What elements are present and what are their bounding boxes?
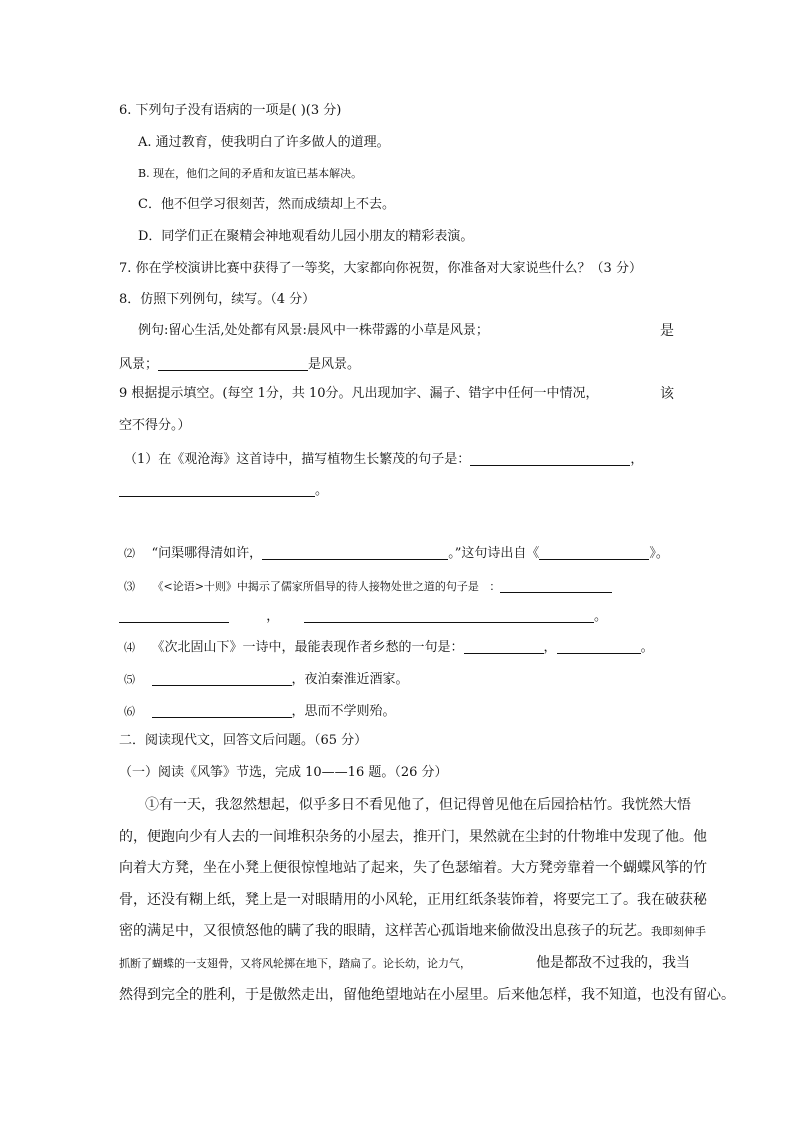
q9-s3-num: ⑶ [124, 580, 135, 593]
q9-s3-line2 [119, 608, 607, 623]
q9-s2-blank-2[interactable] [539, 545, 649, 560]
q9-s4-blank-1[interactable] [464, 639, 544, 654]
q9-s3-blank-1[interactable] [500, 578, 612, 593]
q8-fengjing: 风景； [119, 357, 159, 372]
q9-s1-line2 [119, 482, 328, 497]
q9-s5-num: ⑸ [124, 673, 135, 686]
passage-line-5a: 密的满足中，又很愤怒他的瞒了我的眼睛，这样苦心孤诣地来偷做没出息孩子的玩艺。 [119, 923, 651, 939]
q9-s3-colon: ： [489, 580, 501, 593]
q9-stem: 9 根据提示填空。(每空 1分，共 10分。凡出现加字、漏子、错字中任何一中情况， [119, 386, 599, 401]
q9-s4-end: 。 [640, 640, 654, 655]
q9-s1-end: 。 [315, 483, 329, 498]
q9-stem2: 空不得分。） [119, 418, 191, 433]
q9-s3-comma: ， [266, 609, 280, 624]
q8-shi: 是 [660, 323, 674, 339]
q9-s1 [124, 451, 643, 466]
q9-s3-blank-2[interactable] [119, 608, 229, 623]
q9-s3-end: 。 [594, 609, 608, 624]
q9-s2-book-open: 《 [526, 546, 540, 561]
q9-s6-blank[interactable] [152, 703, 292, 718]
q9-s1-blank-1[interactable] [470, 451, 630, 466]
q9-s5 [124, 671, 409, 686]
q9-s1-blank-2[interactable] [119, 482, 315, 497]
q8-line2 [119, 356, 360, 371]
q9-s4-blank-2[interactable] [557, 639, 641, 654]
passage-line-5 [119, 924, 706, 938]
q9-s2-blank-1[interactable] [262, 545, 448, 560]
q8-example: 例句:留心生活,处处都有风景:晨风中一株带露的小草是风景； [138, 323, 489, 338]
q9-s2 [124, 545, 669, 560]
q9-s2-text-a: “问渠哪得清如许， [151, 546, 263, 561]
q6-stem: 6. 下列句子没有语病的一项是( )(3 分) [119, 103, 342, 118]
passage-line-4: 骨，还没有糊上纸，凳上是一对眼睛用的小风轮，正用红纸条装饰着，将要完工了。我在破获秘 [119, 892, 707, 908]
section2-title: 二．阅读现代文，回答文后问题。（65 分） [119, 733, 368, 748]
q9-s2-text-b: 。”这句诗出自 [448, 546, 527, 561]
q9-s3-text: 《<论语>十则》中揭示了儒家所倡导的待人接物处世之道的句子是 [152, 580, 479, 593]
q6-option-a: A. 通过教育，使我明白了许多做人的道理。 [138, 135, 390, 150]
q9-s2-book-close: 》。 [649, 546, 669, 561]
passage-line-3: 向着大方凳，坐在小凳上便很惊惶地站了起来，失了色瑟缩着。大方凳旁靠着一个蝴蝶风筝的竹 [119, 860, 707, 876]
q9-s6-text: ，思而不学则殆。 [291, 704, 396, 719]
q6-option-c: C．他不但学习很刻苦，然而成绩却上不去。 [138, 197, 395, 212]
q9-s5-blank[interactable] [152, 671, 292, 686]
q9-s4-comma: ， [543, 640, 557, 655]
q9-s3-blank-3[interactable] [304, 608, 594, 623]
q8-stem: 8．仿照下列例句，续写。（4 分） [119, 292, 316, 307]
q9-s4 [124, 639, 654, 654]
q9-s1-text: 在《观沧海》这首诗中，描写植物生长繁茂的句子是 [158, 452, 458, 467]
q9-s3 [124, 578, 612, 593]
q9-s5-text: ，夜泊秦淮近酒家。 [291, 672, 409, 687]
passage-line-5b: 我即刻伸手 [651, 925, 706, 938]
passage-line-2: 的，便跑向少有人去的一间堆积杂务的小屋去，推开门，果然就在尘封的什物堆中发现了他。他 [119, 829, 707, 845]
passage-line-7: 然得到完全的胜利，于是傲然走出，留他绝望地站在小屋里。后来他怎样，我不知道，也没有留心。 [119, 987, 735, 1003]
passage-line-1: ①有一天，我忽然想起，似乎多日不看见他了，但记得曾见他在后园拾枯竹。我恍然大悟 [145, 797, 691, 813]
q6-option-b: B. 现在，他们之间的矛盾和友谊已基本解决。 [138, 167, 363, 180]
q9-s6 [124, 703, 396, 718]
q6-option-d: D．同学们正在聚精会神地观看幼儿园小朋友的精彩表演。 [138, 229, 474, 244]
passage-line-6b: 他是都敌不过我的，我当 [536, 955, 690, 971]
q9-gai: 该 [660, 386, 674, 402]
q8-shi-fengjing: 是风景。 [308, 357, 361, 372]
q9-s1-colon: ： [457, 452, 471, 467]
section2-subtitle: （一）阅读《风筝》节选，完成 10——16 题。（26 分） [119, 765, 448, 780]
q9-s4-num: ⑷ [124, 641, 135, 654]
q9-s4-text: 《次北固山下》一诗中，最能表现作者乡愁的一句是： [151, 640, 464, 655]
q7-stem: 7. 你在学校演讲比赛中获得了一等奖，大家都向你祝贺，你准备对大家说些什么？（3 分） [119, 261, 642, 276]
q9-s6-num: ⑹ [124, 705, 135, 718]
q9-s2-num: ⑵ [124, 547, 135, 560]
passage-line-6: 抓断了蝴蝶的一支翅骨，又将风轮掷在地下，踏扁了。论长幼，论力气， [119, 957, 471, 970]
q9-s1-num: （1） [124, 452, 159, 467]
q9-s1-comma: ， [630, 452, 644, 467]
q8-blank[interactable] [158, 356, 308, 371]
